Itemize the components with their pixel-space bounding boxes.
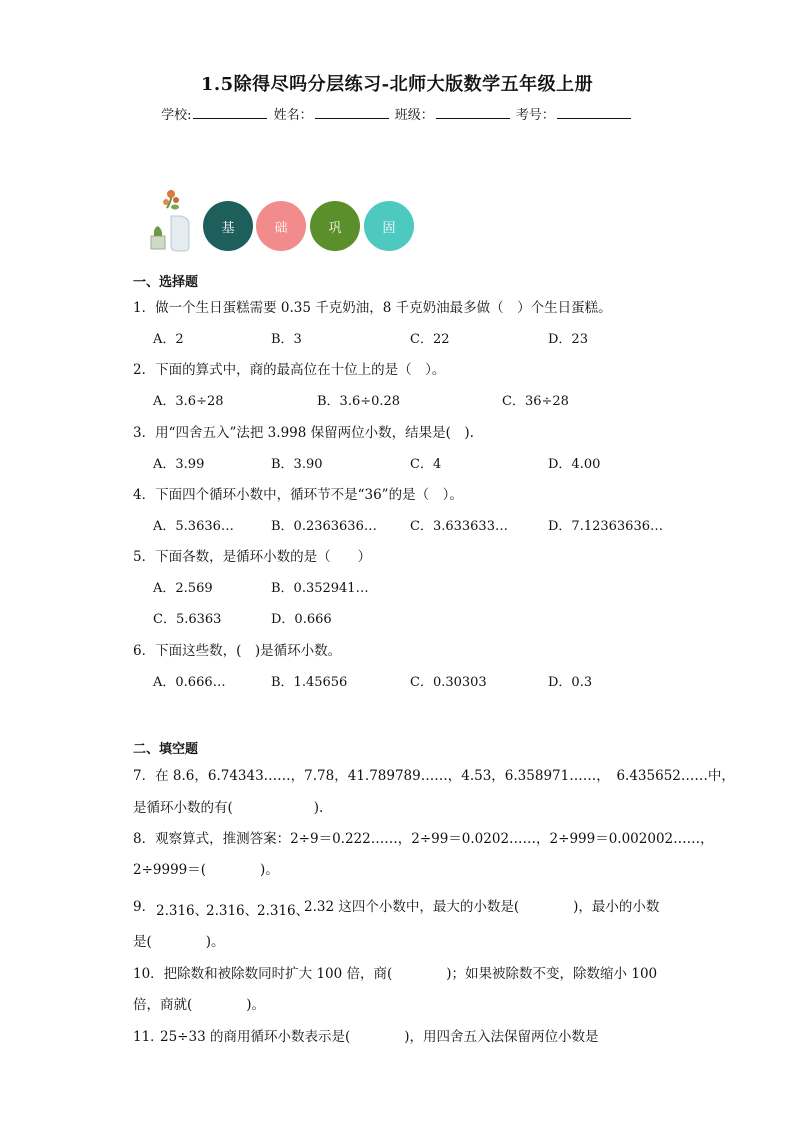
q2-option-b[interactable]: B．3.6÷0.28 <box>317 394 401 409</box>
section-title-choice: 一、选择题 <box>133 275 199 290</box>
q5-option-b[interactable]: B．0.352941… <box>271 581 369 596</box>
question-2: 2．下面的算式中，商的最高位在十位上的是（ ）。 <box>133 362 446 378</box>
badge-ji-label: 基 <box>221 220 235 236</box>
q1-option-b[interactable]: B．3 <box>271 332 302 347</box>
badge-gu-label: 固 <box>382 220 396 236</box>
q3-option-a[interactable]: A．3.99 <box>153 457 205 472</box>
q6-option-d[interactable]: D．0.3 <box>548 675 593 690</box>
badge-gu <box>364 201 414 251</box>
q9-decimal-1: 2.316、 <box>156 903 209 919</box>
q9-decimal-2: 2.316、 <box>206 903 259 919</box>
q5-option-a[interactable]: A．2.569 <box>153 581 213 596</box>
question-10-line-1: 10．把除数和被除数同时扩大 100 倍，商( )；如果被除数不变，除数缩小 100 <box>133 966 658 982</box>
q1-option-a[interactable]: A．2 <box>153 332 184 347</box>
question-3: 3．用“四舍五入”法把 3.998 保留两位小数，结果是( ). <box>133 425 474 441</box>
question-6: 6．下面这些数，( )是循环小数。 <box>133 643 342 659</box>
question-7-line-1: 7．在 8.6，6.74343……，7.78，41.789789……，4.53，6.358971……， 6.435652……中， <box>133 768 735 784</box>
q2-option-c[interactable]: C．36÷28 <box>502 394 569 409</box>
question-5: 5．下面各数，是循环小数的是（ ） <box>133 549 372 565</box>
question-10-line-2: 倍，商就( )。 <box>133 997 266 1013</box>
q9-decimal-3: 2.316、 <box>257 903 310 919</box>
name-label: 姓名： <box>273 108 313 123</box>
page-title: 1.5除得尽吗分层练习-北师大版数学五年级上册 <box>200 74 594 95</box>
badge-gong-label: 巩 <box>328 220 342 236</box>
school-label: 学校: <box>161 108 192 123</box>
class-blank[interactable] <box>436 106 510 119</box>
badge-gong <box>310 201 360 251</box>
badge-ji <box>203 201 253 251</box>
question-11-number: 11． <box>133 1029 164 1045</box>
q3-option-d[interactable]: D．4.00 <box>548 457 601 472</box>
section-title-fill: 二、填空题 <box>133 742 199 757</box>
question-9-line-1: 2.32 这四个小数中，最大的小数是( )，最小的小数 <box>304 899 660 915</box>
q6-option-a[interactable]: A．0.666… <box>153 675 226 690</box>
q5-option-d[interactable]: D．0.666 <box>271 612 332 627</box>
question-1: 1．做一个生日蛋糕需要 0.35 千克奶油，8 千克奶油最多做（ ）个生日蛋糕。 <box>133 300 612 316</box>
question-7-line-2: 是循环小数的有( ). <box>133 800 324 816</box>
exam-number-blank[interactable] <box>557 106 631 119</box>
q6-option-c[interactable]: C．0.30303 <box>410 675 487 690</box>
question-11-line-1: 25÷33 的商用循环小数表示是( )，用四舍五入法保留两位小数是 <box>160 1029 599 1045</box>
plant-vase-icon <box>145 188 193 254</box>
q6-option-b[interactable]: B．1.45656 <box>271 675 348 690</box>
school-blank[interactable] <box>193 106 267 119</box>
q1-option-c[interactable]: C．22 <box>410 332 450 347</box>
badge-chu <box>256 201 306 251</box>
q4-option-c[interactable]: C．3.633633… <box>410 519 508 534</box>
badge-chu-label: 础 <box>274 220 288 236</box>
question-9-line-2: 是( )。 <box>133 934 225 950</box>
q4-option-b[interactable]: B．0.2363636… <box>271 519 377 534</box>
exam-number-label: 考号： <box>515 108 555 123</box>
q2-option-a[interactable]: A．3.6÷28 <box>153 394 224 409</box>
class-label: 班级： <box>394 108 434 123</box>
question-8-line-2: 2÷9999＝( )。 <box>133 862 279 878</box>
q1-option-d[interactable]: D．23 <box>548 332 588 347</box>
q4-option-a[interactable]: A．5.3636… <box>153 519 234 534</box>
q5-option-c[interactable]: C．5.6363 <box>153 612 222 627</box>
student-info-line <box>0 104 794 123</box>
name-blank[interactable] <box>315 106 389 119</box>
question-8-line-1: 8．观察算式，推测答案：2÷9＝0.222……，2÷99＝0.0202……，2÷999＝0.002002……， <box>133 831 714 847</box>
question-9-number: 9． <box>133 899 156 915</box>
q3-option-c[interactable]: C．4 <box>410 457 442 472</box>
q4-option-d[interactable]: D．7.12363636… <box>548 519 663 534</box>
q3-option-b[interactable]: B．3.90 <box>271 457 323 472</box>
question-4: 4．下面四个循环小数中，循环节不是“36”的是（ ）。 <box>133 487 463 503</box>
